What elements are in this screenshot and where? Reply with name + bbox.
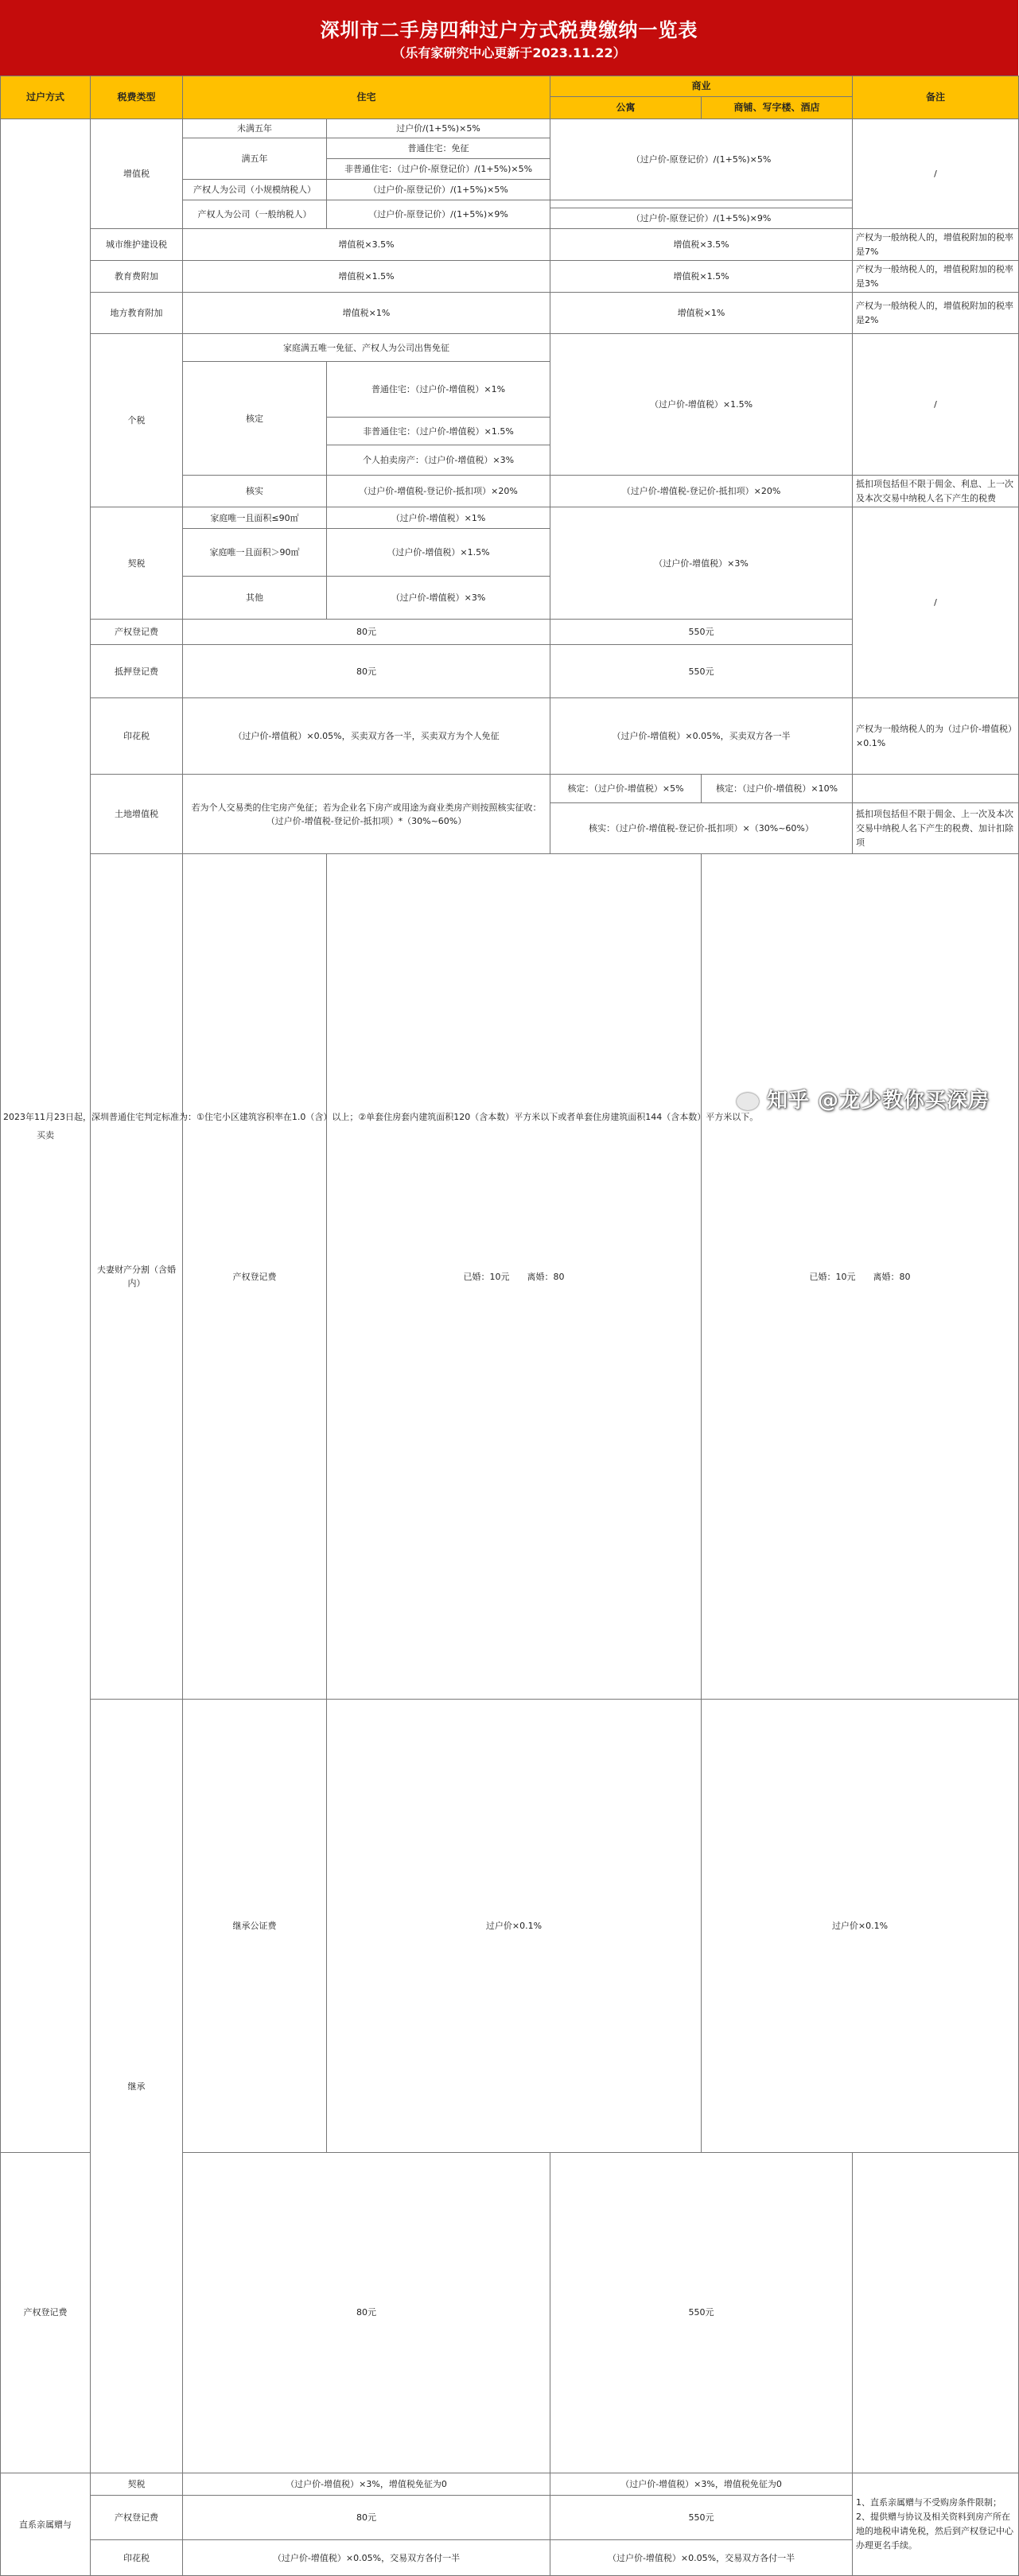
deed-note: / xyxy=(853,507,1019,698)
gift-note: 1、直系亲属赠与不受购房条件限制；2、提供赠与协议及相关资料到房产所在地的地税申请免税，然后到产权登记中心办理更名手续。 xyxy=(853,2473,1019,2576)
land-note-empty xyxy=(853,775,1019,803)
vat-val-small-company: （过户价-原登记价）/(1+5%)×5% xyxy=(327,180,550,200)
local-edu-com: 增值税×1% xyxy=(550,293,853,334)
fee-deed-tax: 契税 xyxy=(91,507,183,620)
fee-edu-surcharge: 教育费附加 xyxy=(91,261,183,293)
urban-com: 增值税×3.5% xyxy=(550,229,853,261)
method-gift: 直系亲属赠与 xyxy=(1,2473,91,2576)
deed-val-2: （过户价-增值税）×1.5% xyxy=(327,529,550,577)
fee-reg: 产权登记费 xyxy=(91,620,183,645)
header-banner xyxy=(0,0,1018,76)
page-subtitle: （乐有家研究中心更新于2023.11.22） xyxy=(392,45,626,60)
fee-urban-tax: 城市维护建设税 xyxy=(91,229,183,261)
vat-val-nonordinary: 非普通住宅：（过户价-原登记价）/(1+5%)×5% xyxy=(327,159,550,180)
watermark-text: 知乎 @龙少教你买深房 xyxy=(766,1089,990,1113)
mortgage-res: 80元 xyxy=(183,645,550,698)
deed-cond-2: 家庭唯一且面积＞90㎡ xyxy=(183,529,327,577)
income-assess-auction: 个人拍卖房产：（过户价-增值税）×3% xyxy=(327,445,550,476)
fee-vat: 增值税 xyxy=(91,119,183,229)
stamp-res: （过户价-增值税）×0.05%，买卖双方各一半，买卖双方为个人免征 xyxy=(183,698,550,775)
gift-deed-res: （过户价-增值税）×3%，增值税免征为0 xyxy=(183,2473,550,2496)
edu-com: 增值税×1.5% xyxy=(550,261,853,293)
income-actual-com: （过户价-增值税-登记价-抵扣项）×20% xyxy=(550,476,853,507)
gift-stamp-com: （过户价-增值税）×0.05%，交易双方各付一半 xyxy=(550,2540,853,2576)
vat-val-under5: 过户价/(1+5%)×5% xyxy=(327,119,550,138)
deed-val-1: （过户价-增值税）×1% xyxy=(327,507,550,529)
inherit-fee-notary: 继承公证费 xyxy=(183,1700,327,2153)
land-res: 若为个人交易类的住宅房产免征；若为企业名下房产或用途为商业类房产则按照核实征收：（过户价-增值税-登记价-抵扣项）*（30%~60%） xyxy=(183,775,550,854)
footer-note: 2023年11月23日起，深圳普通住宅判定标准为：①住宅小区建筑容积率在1.0（含）以上；②单套住房套内建筑面积120（含本数）平方米以下或者单套住房建筑面积144（含本数）平方米以下。 xyxy=(3,1112,759,1122)
vat-cond-small-company: 产权人为公司（小规模纳税人） xyxy=(183,180,327,200)
vat-cond-general-company: 产权人为公司（一般纳税人） xyxy=(183,200,327,229)
gift-fee-deed: 契税 xyxy=(91,2473,183,2496)
deed-cond-1: 家庭唯一且面积≤90㎡ xyxy=(183,507,327,529)
inherit-notary-com: 过户价×0.1% xyxy=(702,1700,1019,2153)
land-actual: 核实：（过户价-增值税-登记价-抵扣项）×（30%~60%） xyxy=(550,803,853,854)
income-actual-res: （过户价-增值税-登记价-抵扣项）×20% xyxy=(327,476,550,507)
col-commercial: 商业 xyxy=(550,76,853,97)
urban-res: 增值税×3.5% xyxy=(183,229,550,261)
inherit-fee-reg: 产权登记费 xyxy=(1,2152,91,2473)
method-inherit: 继承 xyxy=(91,1700,183,2473)
fee-land-vat: 土地增值税 xyxy=(91,775,183,854)
wechat-logo-icon xyxy=(737,1093,759,1110)
vat-commercial-a: （过户价-原登记价）/(1+5%)×5% xyxy=(550,119,853,200)
gift-reg-com: 550元 xyxy=(550,2496,853,2540)
income-assess-nonordinary: 非普通住宅：（过户价-增值税）×1.5% xyxy=(327,418,550,445)
method-sale: 买卖 xyxy=(1,119,91,2153)
deed-cond-3: 其他 xyxy=(183,577,327,620)
vat-val-ordinary: 普通住宅：免征 xyxy=(327,138,550,159)
inherit-notary-res: 过户价×0.1% xyxy=(327,1700,702,2153)
divorce-res: 已婚：10元 离婚：80 xyxy=(327,854,702,1700)
reg-com: 550元 xyxy=(550,620,853,645)
stamp-note: 产权为一般纳税人的为（过户价-增值税）×0.1% xyxy=(853,698,1019,775)
edu-res: 增值税×1.5% xyxy=(183,261,550,293)
local-edu-res: 增值税×1% xyxy=(183,293,550,334)
col-shop: 商铺、写字楼、酒店 xyxy=(702,97,853,119)
income-exempt: 家庭满五唯一免征、产权人为公司出售免征 xyxy=(183,334,550,362)
divorce-fee: 产权登记费 xyxy=(183,854,327,1700)
tax-table xyxy=(0,76,1019,2576)
urban-note: 产权为一般纳税人的，增值税附加的税率是7% xyxy=(853,229,1019,261)
col-residential: 住宅 xyxy=(183,76,550,119)
gift-deed-com: （过户价-增值税）×3%，增值税免征为0 xyxy=(550,2473,853,2496)
deed-val-3: （过户价-增值税）×3% xyxy=(327,577,550,620)
vat-note: / xyxy=(853,119,1019,229)
income-assess-ordinary: 普通住宅：（过户价-增值税）×1% xyxy=(327,362,550,418)
deed-com: （过户价-增值税）×3% xyxy=(550,507,853,620)
income-note-2: 抵扣项包括但不限于佣金、利息、上一次及本次交易中纳税人名下产生的税费 xyxy=(853,476,1019,507)
vat-cond-under5: 未满五年 xyxy=(183,119,327,138)
fee-stamp-tax: 印花税 xyxy=(91,698,183,775)
stamp-com: （过户价-增值税）×0.05%，买卖双方各一半 xyxy=(550,698,853,775)
income-note-1: / xyxy=(853,334,1019,476)
zhihu-watermark xyxy=(737,1085,990,1117)
vat-cond-over5: 满五年 xyxy=(183,138,327,180)
mortgage-com: 550元 xyxy=(550,645,853,698)
land-shop: 核定：（过户价-增值税）×10% xyxy=(702,775,853,803)
method-divorce: 夫妻财产分割（含婚内） xyxy=(91,854,183,1700)
col-apartment: 公寓 xyxy=(550,97,702,119)
inherit-reg-com: 550元 xyxy=(550,2152,853,2473)
col-method: 过户方式 xyxy=(1,76,91,119)
income-com-assess: （过户价-增值税）×1.5% xyxy=(550,334,853,476)
inherit-reg-res: 80元 xyxy=(183,2152,550,2473)
divorce-com: 已婚：10元 离婚：80 xyxy=(702,854,1019,1700)
vat-commercial-b: （过户价-原登记价）/(1+5%)×9% xyxy=(550,208,853,229)
col-fee-type: 税费类型 xyxy=(91,76,183,119)
gift-fee-reg: 产权登记费 xyxy=(91,2496,183,2540)
gift-stamp-res: （过户价-增值税）×0.05%，交易双方各付一半 xyxy=(183,2540,550,2576)
income-assess-label: 核定 xyxy=(183,362,327,476)
page-title: 深圳市二手房四种过户方式税费缴纳一览表 xyxy=(320,19,698,41)
gift-reg-res: 80元 xyxy=(183,2496,550,2540)
vat-val-general-company: （过户价-原登记价）/(1+5%)×9% xyxy=(327,200,550,229)
col-notes: 备注 xyxy=(853,76,1019,119)
gift-fee-stamp: 印花税 xyxy=(91,2540,183,2576)
fee-local-edu: 地方教育附加 xyxy=(91,293,183,334)
reg-res: 80元 xyxy=(183,620,550,645)
land-apt: 核定：（过户价-增值税）×5% xyxy=(550,775,702,803)
land-note: 抵扣项包括但不限于佣金、上一次及本次交易中纳税人名下产生的税费、加计扣除项 xyxy=(853,803,1019,854)
edu-note: 产权为一般纳税人的，增值税附加的税率是3% xyxy=(853,261,1019,293)
income-actual-label: 核实 xyxy=(183,476,327,507)
local-edu-note: 产权为一般纳税人的，增值税附加的税率是2% xyxy=(853,293,1019,334)
fee-income-tax: 个税 xyxy=(91,334,183,507)
fee-mortgage-reg: 抵押登记费 xyxy=(91,645,183,698)
